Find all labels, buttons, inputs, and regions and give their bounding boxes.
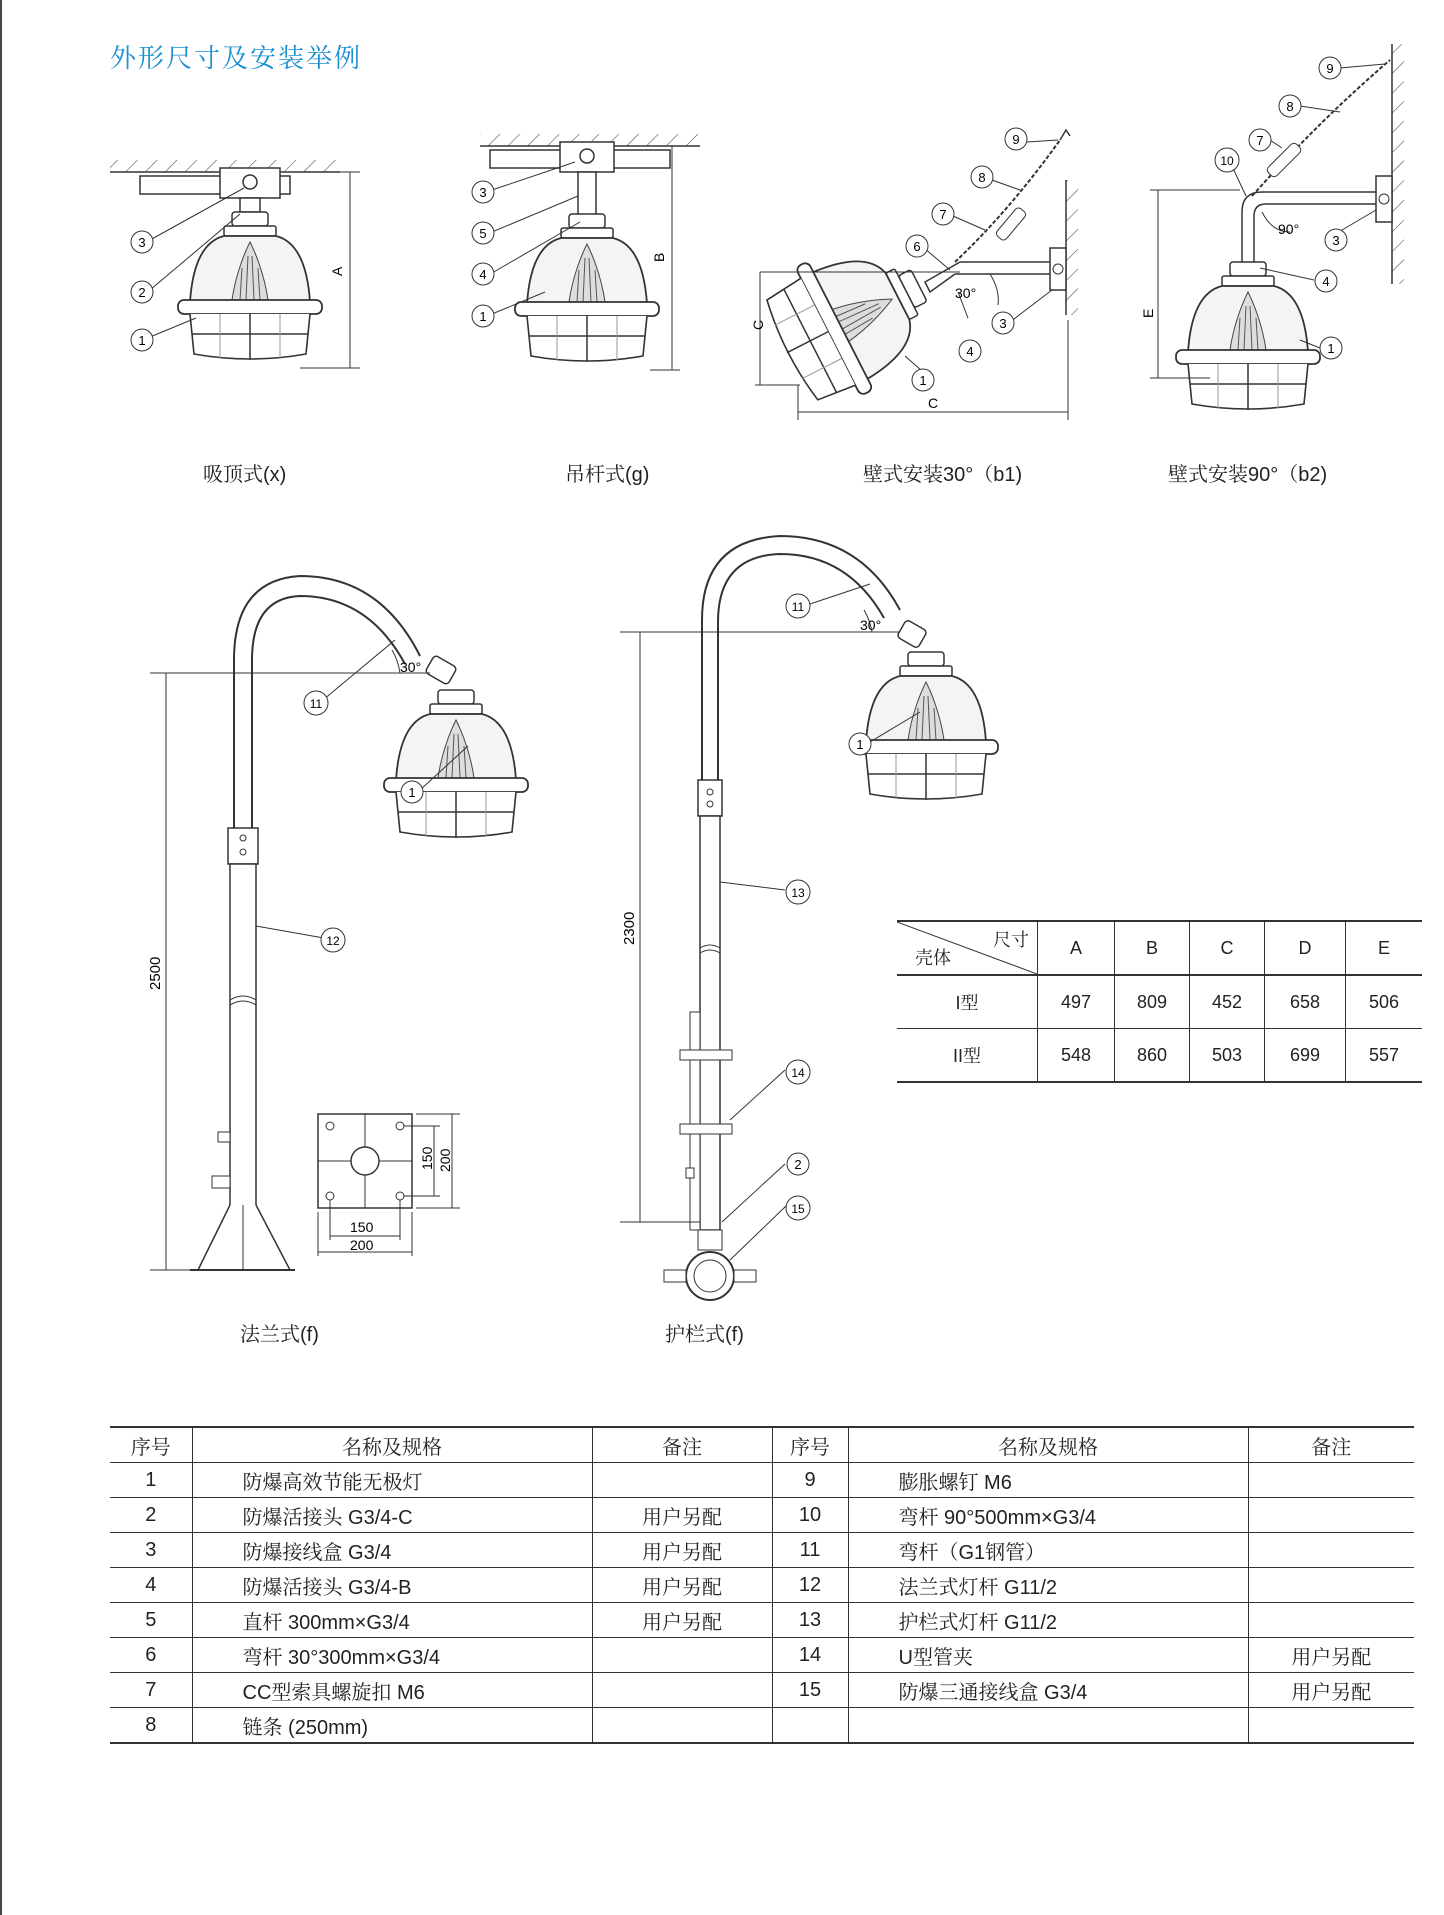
value-cell: 658: [1265, 975, 1346, 1029]
table-row: [110, 1568, 1414, 1603]
callout-3: 3: [479, 185, 487, 200]
part-no: 12: [772, 1568, 848, 1603]
header-remark: 备注: [592, 1427, 772, 1463]
callout-1: 1: [1327, 341, 1335, 356]
callout-7: 7: [939, 207, 947, 222]
part-no: 3: [110, 1533, 192, 1568]
callout-15: 15: [791, 1202, 805, 1216]
value-cell: 506: [1346, 975, 1423, 1029]
table-row: [110, 1463, 1414, 1498]
value-cell: 809: [1115, 975, 1190, 1029]
dim-label-c-horizontal: C: [928, 395, 939, 411]
header-no: 序号: [110, 1427, 192, 1463]
wall-mount-30-drawing: [750, 128, 1078, 420]
dim-label-a: A: [329, 266, 345, 276]
value-cell: 503: [1190, 1029, 1265, 1083]
part-name: 弯杆 30°300mm×G3/4: [192, 1638, 592, 1673]
callout-7: 7: [1256, 133, 1264, 148]
height-2500-label: 2500: [147, 956, 164, 990]
callout-3: 3: [999, 316, 1007, 331]
base-width-200: 200: [350, 1237, 374, 1253]
part-name: 防爆三通接线盒 G3/4: [848, 1673, 1248, 1708]
height-2300-label: 2300: [621, 911, 638, 945]
callout-1: 1: [479, 309, 487, 324]
callout-3: 3: [1332, 233, 1340, 248]
callout-4: 4: [1322, 274, 1330, 289]
part-remark: [1248, 1533, 1414, 1568]
part-name: 法兰式灯杆 G11/2: [848, 1568, 1248, 1603]
dimension-table: [897, 920, 1422, 1083]
part-remark: [592, 1708, 772, 1744]
callout-11: 11: [309, 697, 323, 711]
value-cell: 557: [1346, 1029, 1423, 1083]
part-name: 链条 (250mm): [192, 1708, 592, 1744]
part-no: 14: [772, 1638, 848, 1673]
header-housing-label: 壳体: [915, 948, 951, 968]
part-no: 10: [772, 1498, 848, 1533]
part-remark: [1248, 1568, 1414, 1603]
callout-6: 6: [913, 239, 921, 254]
callout-9: 9: [1326, 61, 1334, 76]
part-no: [772, 1708, 848, 1744]
dimension-header-cell: [897, 921, 1038, 975]
part-name: 防爆接线盒 G3/4: [192, 1533, 592, 1568]
callout-3: 3: [138, 235, 146, 250]
table-row: [110, 1708, 1414, 1744]
part-name: 防爆活接头 G3/4-B: [192, 1568, 592, 1603]
callout-9: 9: [1012, 132, 1020, 147]
part-name: U型管夹: [848, 1638, 1248, 1673]
part-name: 弯杆 90°500mm×G3/4: [848, 1498, 1248, 1533]
callout-4: 4: [966, 344, 974, 359]
caption-ceiling-mount: 吸顶式(x): [203, 464, 287, 486]
table-row: [110, 1638, 1414, 1673]
callout-8: 8: [1286, 99, 1294, 114]
callout-13: 13: [791, 886, 805, 900]
wall-mount-90-drawing: [1140, 44, 1404, 410]
base-width-150: 150: [350, 1219, 374, 1235]
callout-5: 5: [479, 226, 487, 241]
part-remark: [592, 1463, 772, 1498]
column-header-d: D: [1265, 921, 1346, 975]
part-name: CC型索具螺旋扣 M6: [192, 1673, 592, 1708]
dim-label-e: E: [1140, 308, 1156, 318]
part-no: 2: [110, 1498, 192, 1533]
part-no: 8: [110, 1708, 192, 1744]
column-header-c: C: [1190, 921, 1265, 975]
part-name: 防爆高效节能无极灯: [192, 1463, 592, 1498]
column-header-e: E: [1346, 921, 1423, 975]
part-remark: 用户另配: [592, 1498, 772, 1533]
part-remark: [1248, 1708, 1414, 1744]
dim-label-c-vertical: C: [750, 319, 766, 330]
callout-1: 1: [919, 373, 927, 388]
column-header-a: A: [1038, 921, 1115, 975]
table-row: [110, 1673, 1414, 1708]
dim-label-b: B: [651, 252, 667, 262]
header-no: 序号: [772, 1427, 848, 1463]
callout-11: 11: [791, 600, 805, 614]
table-row: [110, 1533, 1414, 1568]
angle-30-label: 30°: [955, 285, 977, 301]
part-no: 11: [772, 1533, 848, 1568]
caption-guardrail-pole: 护栏式(f): [665, 1324, 744, 1346]
value-cell: 452: [1190, 975, 1265, 1029]
angle-30-label: 30°: [860, 617, 882, 633]
callout-4: 4: [479, 267, 487, 282]
table-row: [110, 1603, 1414, 1638]
part-remark: [592, 1638, 772, 1673]
callout-12: 12: [326, 934, 340, 948]
callout-2: 2: [794, 1157, 802, 1172]
page-title: 外形尺寸及安装举例: [110, 43, 363, 73]
part-name: 防爆活接头 G3/4-C: [192, 1498, 592, 1533]
part-name: 护栏式灯杆 G11/2: [848, 1603, 1248, 1638]
callout-2: 2: [138, 285, 146, 300]
part-no: 4: [110, 1568, 192, 1603]
column-header-b: B: [1115, 921, 1190, 975]
part-no: 15: [772, 1673, 848, 1708]
callout-14: 14: [791, 1066, 805, 1080]
part-no: 6: [110, 1638, 192, 1673]
caption-wall-mount-90: 壁式安装90°（b2): [1168, 464, 1328, 486]
base-height-150: 150: [419, 1146, 435, 1170]
callout-1: 1: [408, 785, 416, 800]
header-name: 名称及规格: [192, 1427, 592, 1463]
part-remark: 用户另配: [592, 1533, 772, 1568]
header-name: 名称及规格: [848, 1427, 1248, 1463]
row-type: I型: [897, 975, 1038, 1029]
row-type: II型: [897, 1029, 1038, 1083]
caption-pendant-mount: 吊杆式(g): [565, 464, 650, 486]
callout-10: 10: [1220, 154, 1234, 168]
flange-pole-drawing: [147, 576, 528, 1270]
header-remark: 备注: [1248, 1427, 1414, 1463]
callout-1: 1: [856, 737, 864, 752]
caption-wall-mount-30: 壁式安装30°（b1): [863, 464, 1023, 486]
part-remark: 用户另配: [1248, 1673, 1414, 1708]
part-no: 13: [772, 1603, 848, 1638]
ceiling-mount-drawing: [110, 160, 360, 368]
callout-8: 8: [978, 170, 986, 185]
part-no: 1: [110, 1463, 192, 1498]
parts-table: [110, 1426, 1414, 1744]
header-size-label: 尺寸: [993, 930, 1029, 950]
part-remark: 用户另配: [592, 1568, 772, 1603]
part-remark: 用户另配: [1248, 1638, 1414, 1673]
part-remark: [1248, 1463, 1414, 1498]
part-remark: [1248, 1603, 1414, 1638]
table-row: [110, 1498, 1414, 1533]
part-remark: 用户另配: [592, 1603, 772, 1638]
angle-90-label: 90°: [1278, 221, 1300, 237]
part-name: 直杆 300mm×G3/4: [192, 1603, 592, 1638]
guardrail-pole-drawing: [620, 536, 998, 1300]
part-name: [848, 1708, 1248, 1744]
part-remark: [1248, 1498, 1414, 1533]
value-cell: 497: [1038, 975, 1115, 1029]
angle-30-label: 30°: [400, 659, 422, 675]
part-no: 9: [772, 1463, 848, 1498]
caption-flange-pole: 法兰式(f): [240, 1324, 319, 1346]
callout-1: 1: [138, 333, 146, 348]
part-name: 弯杆（G1钢管）: [848, 1533, 1248, 1568]
part-name: 膨胀螺钉 M6: [848, 1463, 1248, 1498]
base-height-200: 200: [437, 1148, 453, 1172]
value-cell: 699: [1265, 1029, 1346, 1083]
pendant-mount-drawing: [472, 134, 700, 370]
value-cell: 548: [1038, 1029, 1115, 1083]
part-remark: [592, 1673, 772, 1708]
part-no: 5: [110, 1603, 192, 1638]
part-no: 7: [110, 1673, 192, 1708]
value-cell: 860: [1115, 1029, 1190, 1083]
